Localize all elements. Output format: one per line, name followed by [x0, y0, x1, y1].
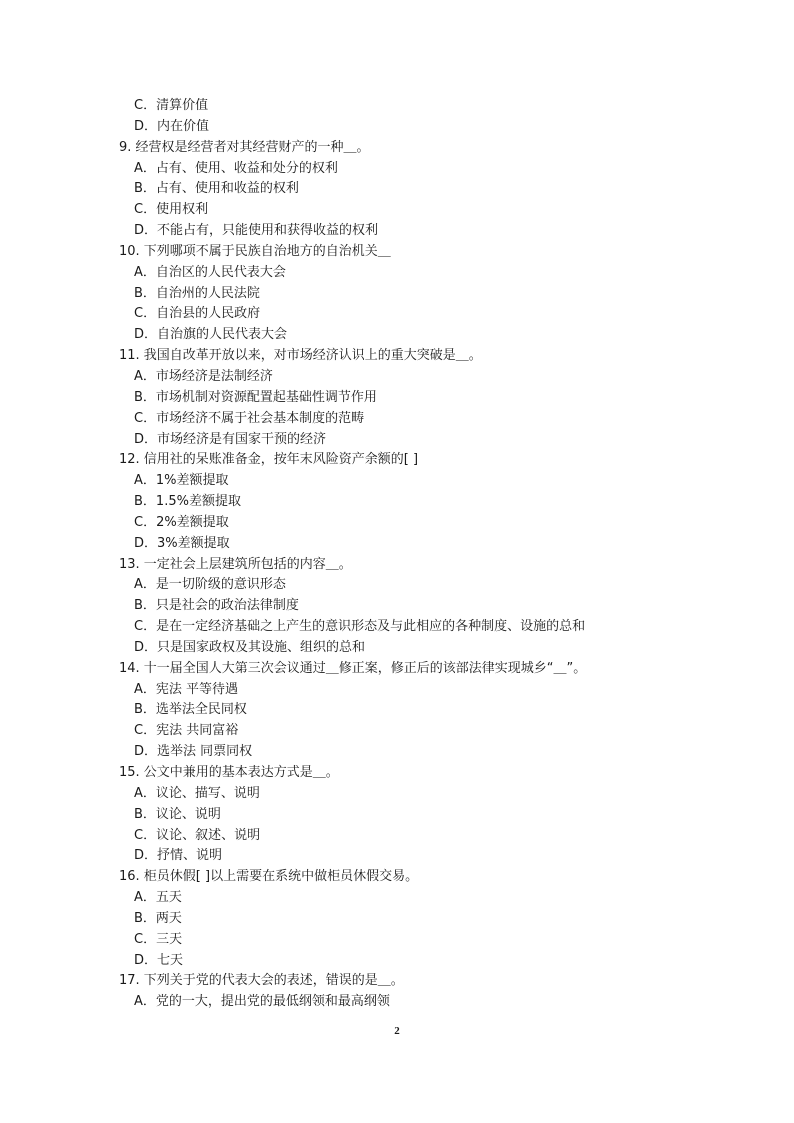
option-line: B．占有、使用和收益的权利	[134, 181, 299, 197]
question-stem: 16. 柜员休假[ ]以上需要在系统中做柜员休假交易。	[119, 869, 419, 885]
option-line: C．宪法 共同富裕	[134, 723, 239, 739]
option-line: D．不能占有，只能使用和获得收益的权利	[134, 223, 379, 239]
option-line: B．1.5%差额提取	[134, 494, 241, 510]
option-line: D．抒情、说明	[134, 848, 223, 864]
option-line: D．内在价值	[134, 118, 210, 134]
option-line: C．市场经济不属于社会基本制度的范畴	[134, 410, 365, 426]
option-line: C．清算价值	[134, 98, 209, 113]
question-stem: 14. 十一届全国人大第三次会议通过＿修正案，修正后的该部法律实现城乡“＿”。	[119, 660, 587, 676]
option-line: D．3%差额提取	[134, 535, 230, 551]
option-line: B．议论、说明	[134, 806, 221, 822]
page-number: 2	[394, 1025, 400, 1037]
option-line: C．使用权利	[134, 202, 209, 218]
option-line: C．议论、叙述、说明	[134, 827, 261, 843]
question-list	[119, 96, 679, 1013]
option-line: A．五天	[134, 890, 182, 906]
question-stem: 13. 一定社会上层建筑所包括的内容＿。	[119, 556, 352, 572]
option-line: D．自治旗的人民代表大会	[134, 327, 288, 343]
question-stem: 9. 经营权是经营者对其经营财产的一种＿。	[119, 139, 370, 155]
question-stem: 10. 下列哪项不属于民族自治地方的自治机关＿	[119, 243, 391, 259]
option-line: A．市场经济是法制经济	[134, 368, 273, 384]
option-line: D．市场经济是有国家干预的经济	[134, 431, 327, 447]
option-line: C．2%差额提取	[134, 514, 229, 530]
question-stem: 15. 公文中兼用的基本表达方式是＿。	[119, 765, 339, 780]
question-stem: 17. 下列关于党的代表大会的表述，错误的是＿。	[119, 973, 404, 989]
option-line: A．宪法 平等待遇	[134, 681, 239, 697]
option-line: B．两天	[134, 910, 182, 926]
question-stem: 11. 我国自改革开放以来，对市场经济认识上的重大突破是＿。	[119, 348, 482, 364]
option-line: A．党的一大，提出党的最低纲领和最高纲领	[134, 994, 390, 1010]
option-line: B．自治州的人民法院	[134, 285, 260, 301]
option-line: C．是在一定经济基础之上产生的意识形态及与此相应的各种制度、设施的总和	[134, 619, 586, 635]
option-line: C．三天	[134, 931, 183, 947]
option-line: A．议论、描写、说明	[134, 785, 260, 801]
option-line: A．自治区的人民代表大会	[134, 264, 286, 280]
option-line: D．选举法 同票同权	[134, 744, 253, 760]
option-line: C．自治县的人民政府	[134, 306, 261, 322]
option-line: D．只是国家政权及其设施、组织的总和	[134, 639, 366, 655]
option-line: D．七天	[134, 952, 184, 968]
option-line: B．选举法全民同权	[134, 702, 247, 718]
option-line: B．只是社会的政治法律制度	[134, 598, 299, 614]
option-line: A．占有、使用、收益和处分的权利	[134, 160, 338, 176]
option-line: A．是一切阶级的意识形态	[134, 577, 286, 593]
option-line: B．市场机制对资源配置起基础性调节作用	[134, 389, 377, 405]
option-line: A．1%差额提取	[134, 473, 229, 489]
question-stem: 12. 信用社的呆账准备金，按年末风险资产余额的[ ]	[119, 452, 419, 468]
